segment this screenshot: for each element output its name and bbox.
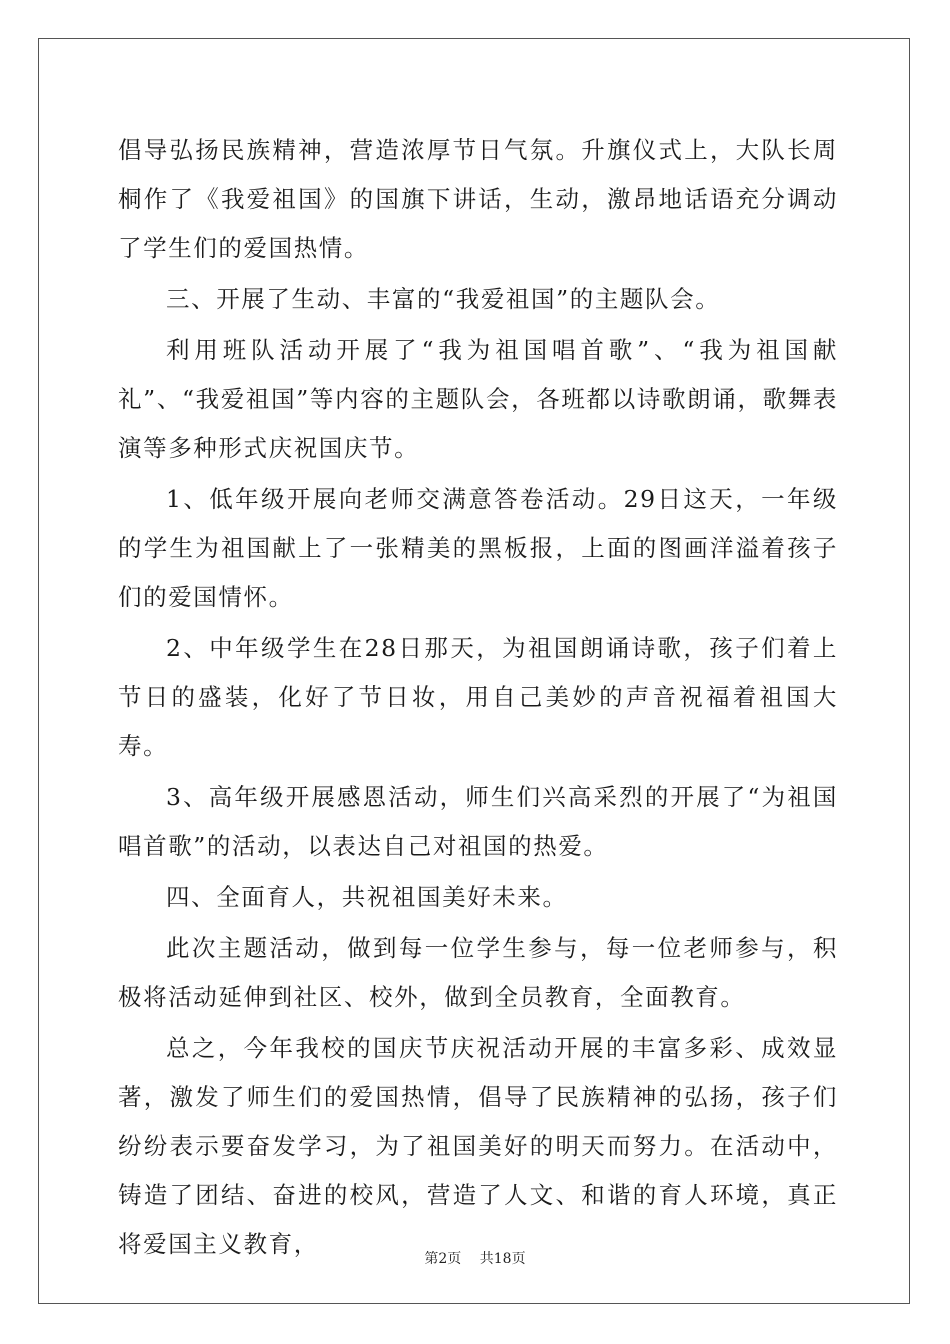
page-total: 共18页 — [479, 1251, 526, 1267]
page-footer — [0, 1248, 950, 1268]
paragraph-1: 倡导弘扬民族精神，营造浓厚节日气氛。升旗仪式上，大队长周桐作了《我爱祖国》的国旗下讲话，生动，激昂地话语充分调动了学生们的爱国热情。 — [118, 136, 838, 262]
section-heading-4: 四、全面育人，共祝祖国美好未来。 — [166, 883, 568, 911]
section-heading-3: 三、开展了生动、丰富的“我爱祖国”的主题队会。 — [166, 285, 721, 313]
page-number: 第2页 — [424, 1251, 462, 1267]
paragraph-3: 利用班队活动开展了“我为祖国唱首歌”、“我为祖国献礼”、“我爱祖国”等内容的主题队会，各班都以诗歌朗诵，歌舞表演等多种形式庆祝国庆节。 — [118, 336, 838, 462]
paragraph-9: 总之，今年我校的国庆节庆祝活动开展的丰富多彩、成效显著，激发了师生们的爱国热情，倡导了民族精神的弘扬，孩子们纷纷表示要奋发学习，为了祖国美好的明天而努力。在活动中，铸造了团结、奋进的校风，营造了人文、和谐的育人环境，真正将爱国主义教育， — [118, 1034, 838, 1258]
list-item-3: 3、高年级开展感恩活动，师生们兴高采烈的开展了“为祖国唱首歌”的活动，以表达自己对祖国的热爱。 — [118, 783, 838, 860]
list-item-1: 1、低年级开展向老师交满意答卷活动。29日这天，一年级的学生为祖国献上了一张精美的黑板报，上面的图画洋溢着孩子们的爱国情怀。 — [118, 485, 838, 611]
list-item-2: 2、中年级学生在28日那天，为祖国朗诵诗歌，孩子们着上节日的盛装，化好了节日妆，用自己美妙的声音祝福着祖国大寿。 — [118, 634, 838, 760]
paragraph-8: 此次主题活动，做到每一位学生参与，每一位老师参与，积极将活动延伸到社区、校外，做到全员教育，全面教育。 — [118, 934, 838, 1011]
document-body — [118, 126, 838, 1271]
